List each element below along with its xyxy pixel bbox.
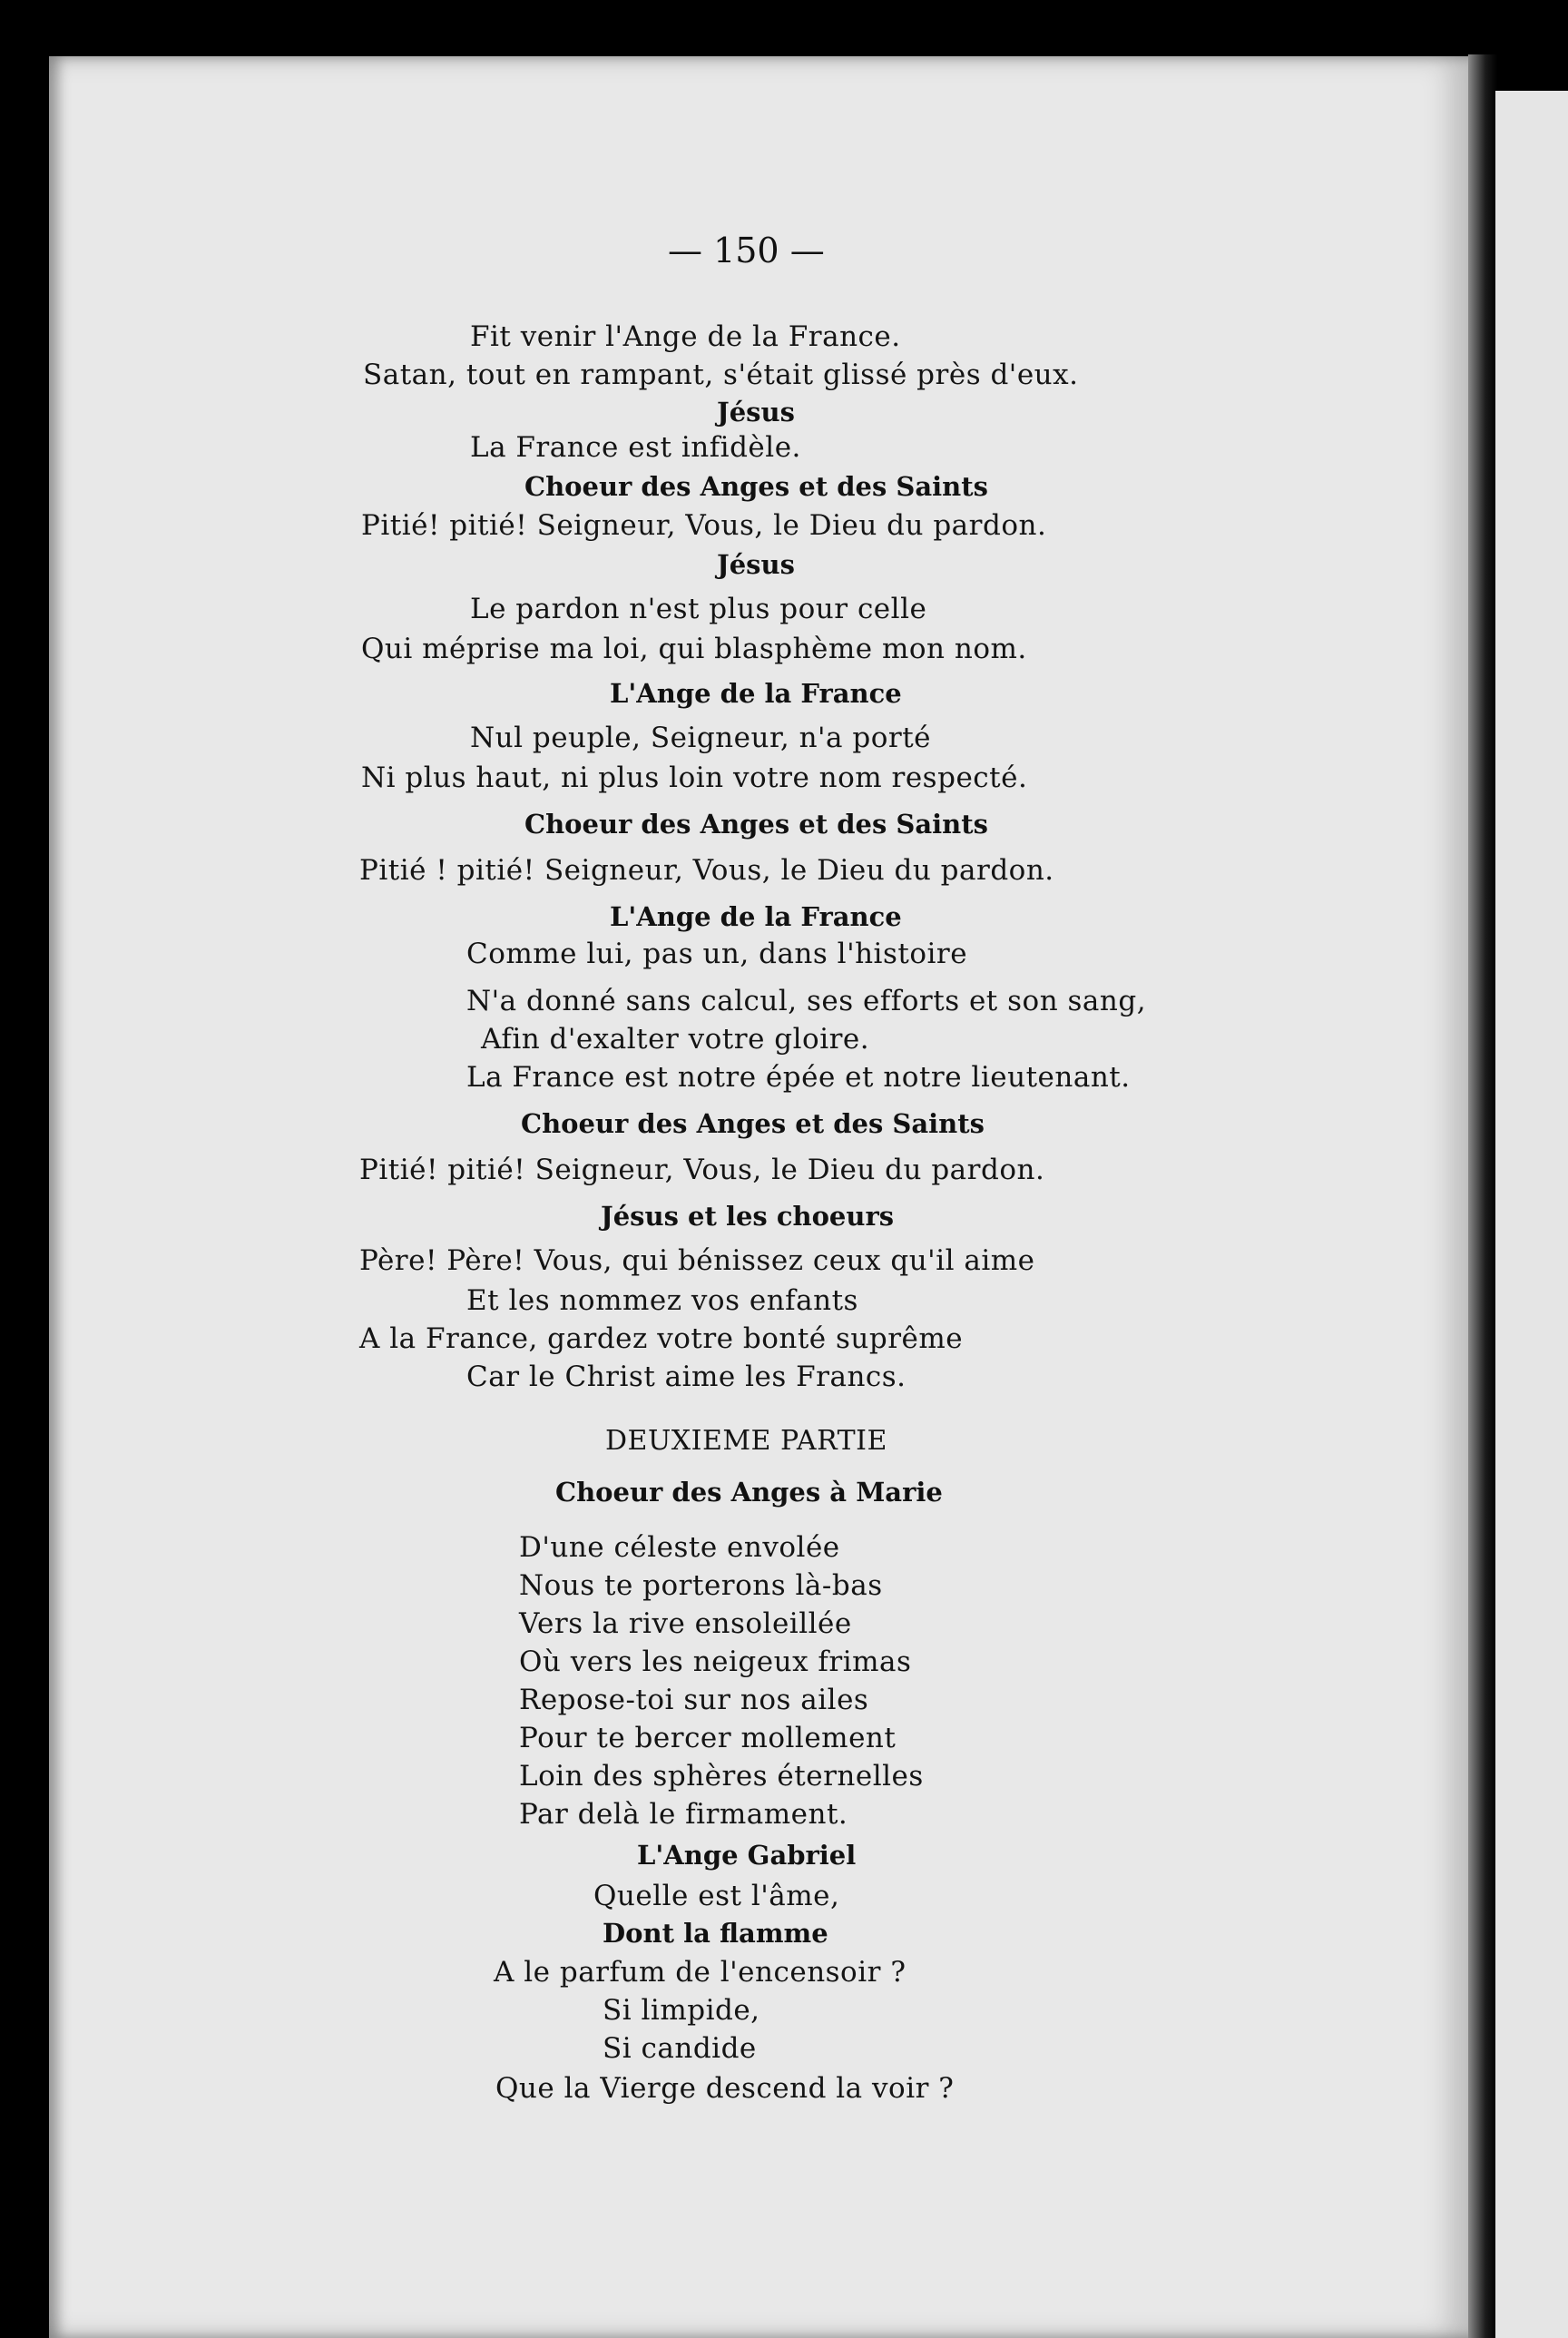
speaker-heading: Choeur des Anges à Marie [555,1477,943,1508]
verse-line: Pitié! pitié! Seigneur, Vous, le Dieu du pardon. [361,509,1047,542]
verse-line: La France est notre épée et notre lieutenant. [466,1061,1131,1094]
speaker-heading: L'Ange Gabriel [637,1840,857,1871]
verse-line: Pitié ! pitié! Seigneur, Vous, le Dieu du pardon. [359,854,1054,887]
verse-line: Repose-toi sur nos ailes [519,1684,869,1716]
verse-line: D'une céleste envolée [519,1531,840,1564]
facing-page-edge [1495,91,1568,2338]
verse-line: Comme lui, pas un, dans l'histoire [466,938,968,970]
verse-line: Fit venir l'Ange de la France. [470,320,901,353]
verse-line: Satan, tout en rampant, s'était glissé près d'eux. [363,359,1079,391]
verse-line: A la France, gardez votre bonté suprême [359,1322,964,1355]
verse-line: Nous te porterons là-bas [519,1569,883,1602]
verse-line: Pitié! pitié! Seigneur, Vous, le Dieu du pardon. [359,1154,1045,1186]
speaker-heading: Jésus [717,549,795,580]
verse-line: Pour te bercer mollement [519,1722,897,1754]
verse-line: Si candide [603,2032,757,2065]
verse-line: La France est infidèle. [470,431,801,464]
verse-line: Quelle est l'âme, [593,1880,840,1912]
verse-line: A le parfum de l'encensoir ? [494,1956,906,1989]
speaker-heading: Choeur des Anges et des Saints [521,1108,985,1139]
page-gutter [1468,54,1497,2338]
verse-line: N'a donné sans calcul, ses efforts et son sang, [466,985,1147,1017]
speaker-heading: Jésus [717,397,795,427]
verse-line: Par delà le firmament. [519,1798,848,1831]
speaker-heading: Choeur des Anges et des Saints [524,809,988,840]
page-number: — 150 — [668,231,825,270]
verse-line: Nul peuple, Seigneur, n'a porté [470,722,932,754]
verse-line: Le pardon n'est plus pour celle [470,593,927,625]
speaker-heading: L'Ange de la France [610,901,902,932]
speaker-heading: Jésus et les choeurs [601,1201,895,1232]
speaker-heading: L'Ange de la France [610,678,902,709]
speaker-heading: Choeur des Anges et des Saints [524,471,988,502]
verse-line: Qui méprise ma loi, qui blasphème mon nom. [361,633,1027,665]
verse-line: Afin d'exalter votre gloire. [481,1023,870,1056]
verse-line: Dont la flamme [603,1918,828,1949]
verse-line: Car le Christ aime les Francs. [466,1361,906,1393]
verse-line: Et les nommez vos enfants [466,1284,858,1317]
verse-line: Si limpide, [603,1994,760,2027]
verse-line: Loin des sphères éternelles [519,1760,924,1793]
verse-line: Vers la rive ensoleillée [519,1607,852,1640]
verse-line: Père! Père! Vous, qui bénissez ceux qu'il aime [359,1244,1035,1277]
verse-line: Où vers les neigeux frimas [519,1645,912,1678]
section-heading: DEUXIEME PARTIE [605,1425,887,1457]
verse-line: Ni plus haut, ni plus loin votre nom respecté. [361,761,1028,794]
verse-line: Que la Vierge descend la voir ? [495,2072,955,2105]
